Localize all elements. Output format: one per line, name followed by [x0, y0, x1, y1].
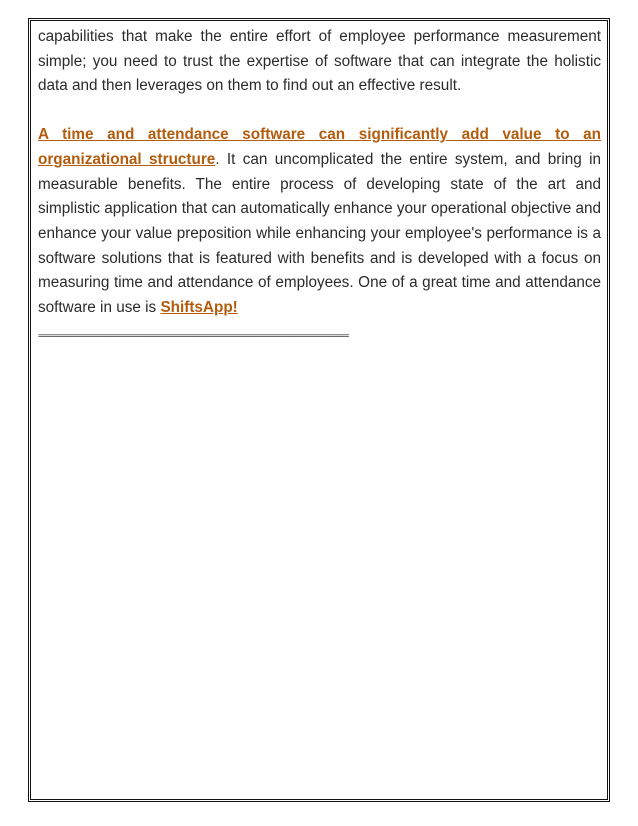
- paragraph-intro: [38, 25, 601, 99]
- time-attendance-link[interactable]: A time and attendance software can significantly add value to an organizational structure: [38, 126, 601, 168]
- paragraph-intro-text: capabilities that make the entire effort of employee performance measurement simple; you need to trust the expertise of software that can integrate the holistic data and then leverages on them to find out an effective result.: [38, 28, 601, 95]
- document-body: [38, 25, 601, 341]
- separator-line: ===========================================================================================================================: [38, 331, 348, 340]
- paragraph-software-text: . It can uncomplicated the entire system, and bring in measurable benefits. The entire process of developing state of the art and simplistic application that can automatically enhance your operational objective and enhance your value preposition while enhancing your employee's performance is a software solutions that is featured with benefits and is developed with a focus on measuring time and attendance of employees. One of a great time and attendance software in use is: [38, 150, 601, 317]
- paragraph-software: [38, 123, 601, 321]
- shiftsapp-link[interactable]: ShiftsApp!: [160, 299, 238, 317]
